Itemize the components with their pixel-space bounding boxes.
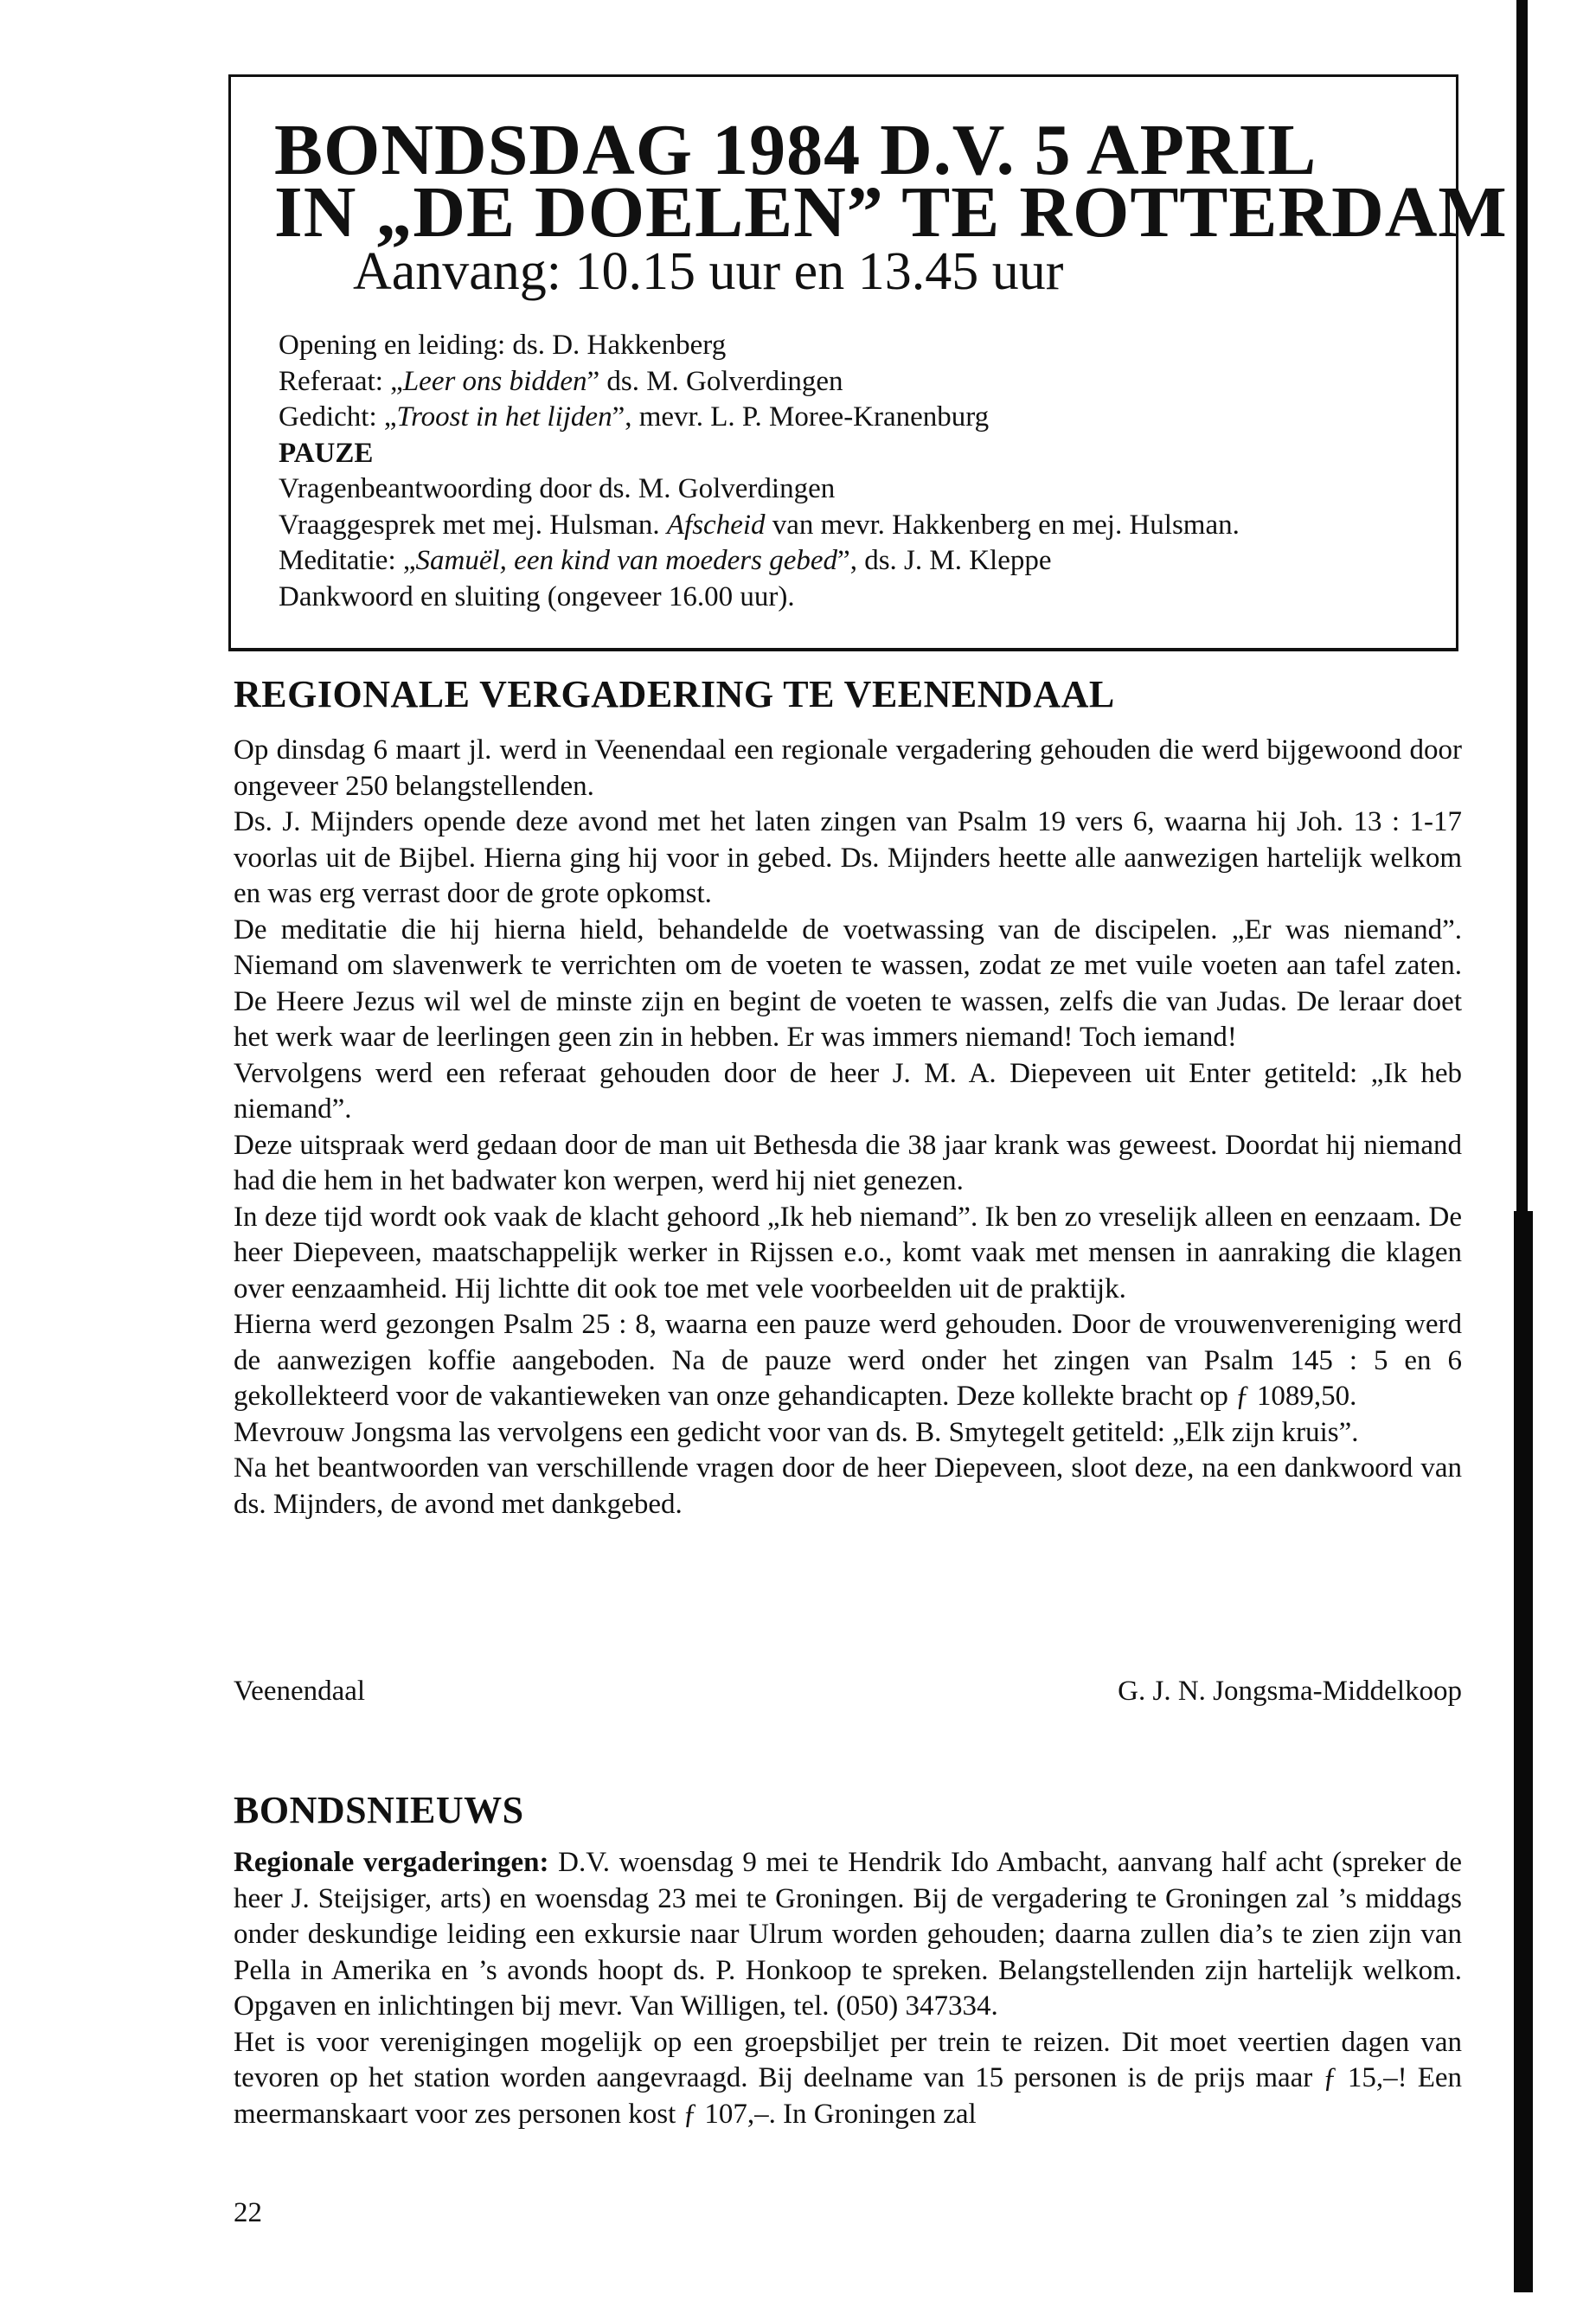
paragraph: In deze tijd wordt ook vaak de klacht gehoord „Ik heb niemand”. Ik ben zo vreselijk alleen en eenzaam. De heer Diepeveen, maatschappelijk werker in Rijssen e.o., komt vaak met mensen in aanraking die klagen over eenzaamheid. Hij lichtte dit ook toe met vele voorbeelden uit de praktijk. [234, 1201, 1462, 1304]
program-item: Vraaggesprek met mej. Hulsman. Afscheid van mevr. Hakkenberg en mej. Hulsman. [279, 509, 1240, 541]
paragraph: Het is voor verenigingen mogelijk op een groepsbiljet per trein te reizen. Dit moet veertien dagen van tevoren op het station worden aangevraagd. Bij deelname van 15 personen is de prijs maar ƒ 15,–! Een meermanskaart voor zes personen kost ƒ 107,–. In Groningen zal [234, 2026, 1462, 2130]
page-number: 22 [234, 2197, 262, 2228]
bondsdag-announcement-box [228, 74, 1508, 651]
regional-meeting-body [234, 733, 1462, 1522]
paragraph: Vervolgens werd een referaat gehouden door de heer J. M. A. Diepeveen uit Enter getiteld: „Ik heb niemand”. [234, 1057, 1462, 1125]
program-item: Vragenbeantwoording door ds. M. Golverdingen [279, 473, 836, 504]
paragraph: Op dinsdag 6 maart jl. werd in Veenendaal een regionale vergadering gehouden die werd bijgewoond door ongeveer 250 belangstellenden. [234, 734, 1462, 802]
paragraph: Na het beantwoorden van verschillende vragen door de heer Diepeveen, sloot deze, na een dankwoord van ds. Mijnders, de avond met dankgebed. [234, 1452, 1462, 1520]
program-list [279, 328, 1240, 615]
signature-name: G. J. N. Jongsma-Middelkoop [1118, 1676, 1462, 1707]
program-item: Opening en leiding: ds. D. Hakkenberg [279, 330, 727, 361]
signature-place: Veenendaal [234, 1676, 366, 1707]
program-item: Referaat: „Leer ons bidden” ds. M. Golverdingen [279, 365, 843, 397]
paragraph: Hierna werd gezongen Psalm 25 : 8, waarna een pauze werd gehouden. Door de vrouwenvereniging werd de aanwezigen koffie aangeboden. Na de pauze werd onder het zingen van Psalm 145 : 5 en 6 gekollekteerd voor de vakantieweken van onze gehandicapten. Deze kollekte bracht op ƒ 1089,50. [234, 1309, 1462, 1412]
announcement-start-times: Aanvang: 10.15 uur en 13.45 uur [353, 242, 1064, 301]
program-item: Meditatie: „Samuël, een kind van moeders gebed”, ds. J. M. Kleppe [279, 545, 1052, 576]
regional-meeting-heading: REGIONALE VERGADERING TE VEENENDAAL [234, 673, 1115, 715]
bondsnieuws-heading: BONDSNIEUWS [234, 1789, 524, 1831]
program-item-pause: PAUZE [279, 437, 374, 469]
program-item: Dankwoord en sluiting (ongeveer 16.00 uur). [279, 580, 795, 612]
program-item: Gedicht: „Troost in het lijden”, mevr. L. P. Moree-Kranenburg [279, 401, 990, 433]
lead-label: Regionale vergaderingen: [234, 1847, 549, 1878]
paragraph: Ds. J. Mijnders opende deze avond met het laten zingen van Psalm 19 vers 6, waarna hij Joh. 13 : 1-17 voorlas uit de Bijbel. Hierna ging hij voor in gebed. Ds. Mijnders heette alle aanwezigen hartelijk welkom en was erg verrast door de grote opkomst. [234, 806, 1462, 909]
signature-line [234, 1674, 1462, 1709]
announcement-title-line1: BONDSDAG 1984 D.V. 5 APRIL [274, 110, 1317, 190]
announcement-title-line2: IN „DE DOELEN” TE ROTTERDAM [274, 172, 1508, 253]
bondsnieuws-body [234, 1845, 1462, 2132]
paragraph: De meditatie die hij hierna hield, behandelde de voetwassing van de discipelen. „Er was niemand”. Niemand om slavenwerk te verrichten om de voeten te wassen, zodat ze met vuile voeten aan tafel zaten. De Heere Jezus wil wel de minste zijn en begint de voeten te wassen, zelfs die van Judas. De leraar doet het werk waar de leerlingen geen zin in hebben. Er was immers niemand! Toch iemand! [234, 913, 1462, 1053]
paragraph: Deze uitspraak werd gedaan door de man uit Bethesda die 38 jaar krank was geweest. Doordat hij niemand had die hem in het badwater kon werpen, werd hij niet genezen. [234, 1129, 1462, 1196]
paragraph: Mevrouw Jongsma las vervolgens een gedicht voor van ds. B. Smytegelt getiteld: „Elk zijn kruis”. [234, 1416, 1359, 1448]
paragraph: Regionale vergaderingen: D.V. woensdag 9 mei te Hendrik Ido Ambacht, aanvang half acht (spreker de heer J. Steijsiger, arts) en woensdag 23 mei te Groningen. Bij de vergadering te Groningen zal ’s middags onder deskundige leiding een exkursie naar Ulrum worden gehouden; daarna zullen dia’s te zien zijn van Pella in Amerika en ’s avonds hoopt ds. P. Honkoop te spreken. Belangstellenden zijn hartelijk welkom. Opgaven en inlichtingen bij mevr. Van Willigen, tel. (050) 347334. [234, 1847, 1462, 2022]
scan-edge-bar-lower [1514, 1211, 1533, 2292]
